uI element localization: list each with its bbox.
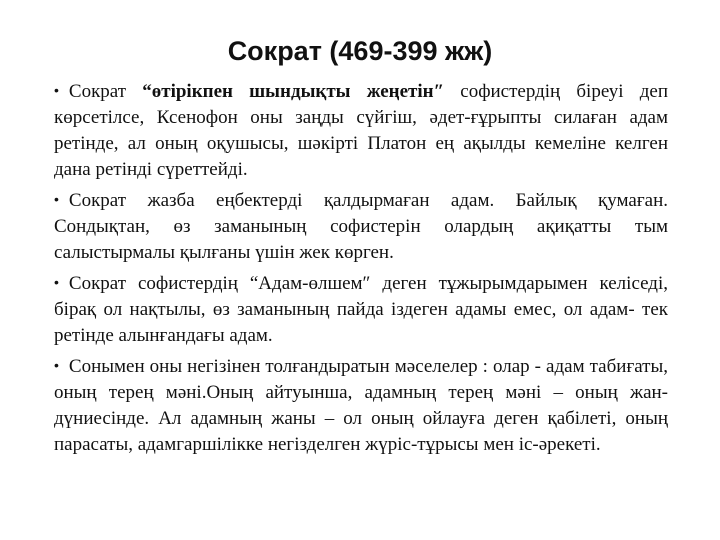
bullet-icon: • (54, 82, 59, 98)
bullet-item-4 (54, 354, 668, 458)
bullet-item-2 (54, 188, 668, 266)
bullet-list (54, 79, 668, 463)
bullet-text: Сократ софистердің “Адам-өлшем″ деген тұжырымдарымен келіседі, бірақ ол нақтылы, өз заманының пайда іздеген адамы емес, ол адам- тек ретінде алынғандағы адам. (54, 273, 668, 346)
bullet-text: Сократ жазба еңбектерді қалдырмаған адам. Байлық қумаған. Сондықтан, өз заманының софистерін олардың ақиқатты тым салыстырмалы қылғаны үшін жек көрген. (54, 190, 668, 263)
bullet-text-quote: “өтірікпен шындықты жеңетін″ (142, 81, 445, 102)
bullet-text-post: софистердің біреуі деп көрсетілсе, Ксенофон оны заңды сүйгіш, әдет-ғұрыпты силаған адам ретінде, ал оның оқушысы, шәкірті Платон ең ақылды кемеліне келген дана ретінді сүреттейді. (54, 81, 668, 180)
slide-title: Сократ (469-399 жж) (227, 36, 493, 66)
bullet-text: Сонымен оны негізінен толғандыратын мәселелер : олар - адам табиғаты, оның терең мәні.Оның айтуынша, адамның терең мәні – оның жан-дүниесінде. Ал адамның жаны – ол оның ойлауға деген қабілеті, оның парасаты, адамгаршілікке негізделген жүріс-тұрысы мен іс-әрекеті. (54, 356, 668, 455)
bullet-item-1 (54, 79, 668, 183)
bullet-icon: • (54, 357, 59, 373)
bullet-text-pre: Сократ (68, 81, 143, 102)
bullet-icon: • (54, 274, 59, 290)
bullet-item-3 (54, 271, 668, 349)
bullet-icon: • (54, 191, 59, 207)
